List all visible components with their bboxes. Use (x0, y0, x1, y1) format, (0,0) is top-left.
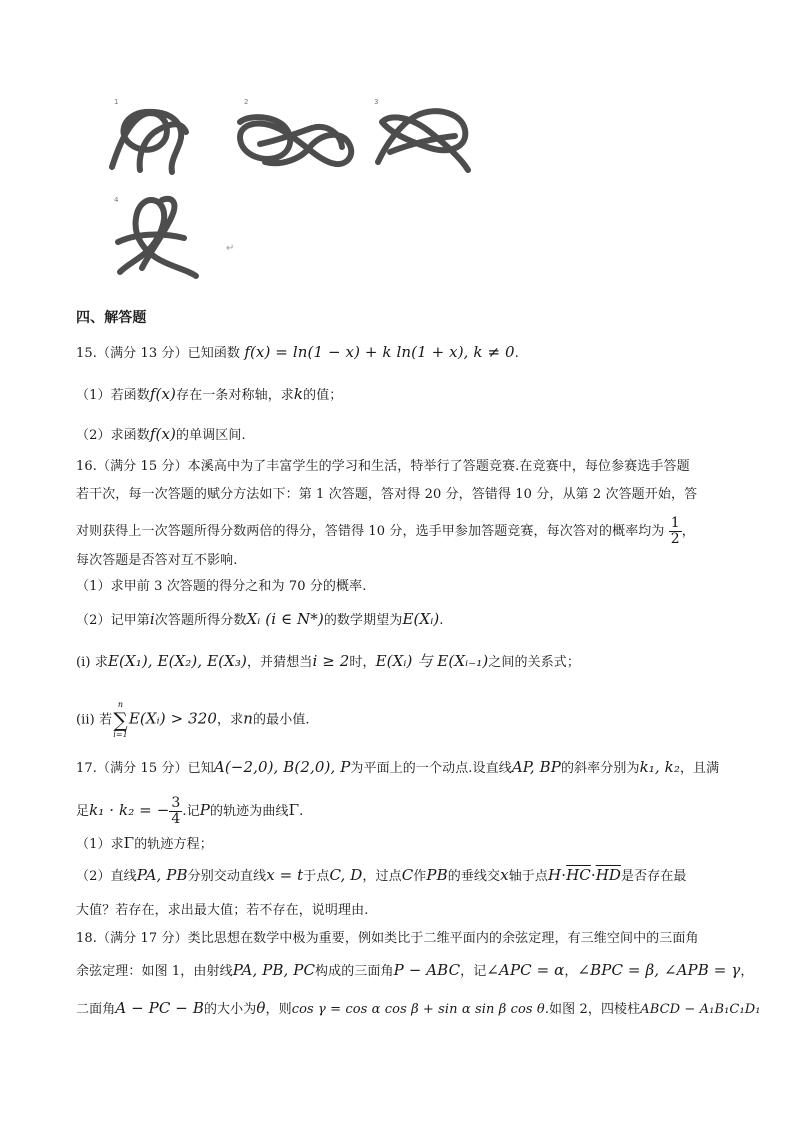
q17-p2-PB: PB (426, 866, 448, 884)
q16-pii-end: 的最小值. (253, 712, 310, 728)
q17-p2-mid4: 作 (413, 869, 427, 884)
q17-p2-mid6: 轴于点 (508, 869, 549, 884)
q16-p2-mid: 次答题所得分数 (154, 613, 247, 628)
q16-pii-n: n (243, 709, 254, 728)
q16-pi-E: E(X₁), E(X₂), E(X₃) (107, 652, 247, 670)
q17-end: ，且满 (679, 761, 720, 776)
knot-3-drawing (378, 111, 468, 170)
q16-part-ii (76, 700, 310, 740)
q16-p2-X: Xᵢ (i ∈ N*) (246, 610, 324, 628)
q17-p2-dot: · (561, 866, 567, 884)
q18-l2-angle1: ∠APC = α (486, 961, 565, 979)
q16-part1: （1）求甲前 3 次答题的得分之和为 70 分的概率. (76, 579, 367, 594)
q16-pi-mid: ，并猜想当 (246, 655, 313, 670)
q17-l2-end: . (299, 804, 304, 819)
q18-l2-mid2: ，记 (460, 964, 487, 979)
q15-p2-pre: （2）求函数 (76, 428, 150, 443)
q17-l2-gamma: Γ (288, 801, 300, 819)
q17-points: A(−2,0), B(2,0), P (213, 758, 351, 776)
q16-sum-top: n (117, 700, 124, 709)
q16-line1: 16.（满分 15 分）本溪高中为了丰富学生的学习和生活，特举行了答题竞赛.在竞赛中，每位参赛选手答题 (76, 459, 690, 474)
q15-p1-mid: 存在一条对称轴，求 (176, 388, 294, 403)
q15-p1-f: f(x) (149, 385, 176, 403)
knot-4-drawing (118, 199, 196, 276)
q15-p1-pre: （1）若函数 (76, 388, 150, 403)
knot-label-3: 3 (374, 98, 379, 106)
q15-stem (76, 343, 519, 363)
q17-p2-mid2: 于点 (303, 869, 330, 884)
q16-part2 (76, 610, 444, 630)
q17-p2-dot2: · (590, 866, 596, 884)
q17-ks: k₁, k₂ (639, 758, 680, 776)
q16-p2-end: . (439, 613, 444, 628)
knot-1-drawing (112, 112, 186, 172)
q17-p2-mid3: ，过点 (362, 869, 402, 884)
q17-p2-vector-HC: $\overline{HC}$ (566, 866, 591, 884)
q18-l3-prism: ABCD − A₁B₁C₁D₁ (640, 1002, 761, 1017)
q17-lines: AP, BP (511, 758, 561, 776)
q16-pi-cond: i ≥ 2 (312, 652, 350, 670)
q15-end: . (514, 346, 519, 361)
q17-l2-P: P (199, 801, 210, 819)
q16-sum-bottom: i=1 (113, 730, 128, 739)
q17-p1-gamma: Γ (123, 834, 135, 852)
q16-line3-end: ， (681, 524, 695, 539)
q16-pii-pre: (ii) 若 (76, 712, 113, 728)
q18-l2-angle2: ∠BPC = β, ∠APB = γ (577, 961, 741, 979)
q17-part1 (76, 834, 213, 854)
q16-sum-symbol: ∑ (113, 708, 128, 732)
q18-l3-mid3: .如图 2，四棱柱 (544, 1002, 641, 1017)
q18-line3 (76, 999, 761, 1019)
q18-l3-mid2: ，则 (265, 1002, 292, 1017)
q17-mid2: 的斜率分别为 (560, 761, 640, 776)
q18-l3-formula: cos γ = cos α cos β + sin α sin β cos θ (291, 1002, 545, 1017)
q17-stem (76, 758, 719, 778)
q16-pi-relation: E(Xᵢ) 与 E(Xᵢ₋₁) (375, 652, 489, 670)
q17-intro: 17.（满分 15 分）已知 (76, 761, 214, 776)
q17-p2-C: C (401, 866, 414, 884)
q16-half-num: 1 (670, 515, 680, 531)
q16-line2: 若干次，每一次答题的赋分方法如下：第 1 次答题，答对得 20 分，答错得 10 分，从第 2 次答题开始，答 (76, 487, 698, 502)
q18-l2-sep: ， (564, 964, 578, 979)
q18-l2-end: ， (740, 964, 754, 979)
q16-pii-mid: ，求 (217, 712, 244, 728)
q18-line2 (76, 961, 753, 981)
q16-line3-text: 对则获得上一次答题所得分数两倍的得分，答错得 10 分，选手甲参加答题竞赛，每次答对的概率均为 (76, 524, 665, 539)
q17-p2-vector-HD: $\overline{HD}$ (595, 866, 622, 884)
q16-pi-end: 之间的关系式； (488, 655, 580, 670)
q17-p2-x: x (500, 866, 509, 884)
knot-2-drawing (240, 117, 351, 164)
q16-pi-pre: (i) 求 (76, 655, 108, 670)
q17-line2 (76, 796, 303, 827)
q17-p1-pre: （1）求 (76, 837, 124, 852)
q17-p2-pre: （2）直线 (76, 869, 137, 884)
q17-part2-line2: 大值？若存在，求出最大值；若不存在，说明理由. (76, 903, 369, 918)
q17-p2-CD: C, D (329, 866, 363, 884)
q18-l3-pre: 二面角 (76, 1002, 116, 1017)
q16-summation (113, 700, 128, 740)
knot-figure (100, 92, 500, 292)
q17-l2-pre: 足 (76, 804, 90, 819)
q18-l3-dihedral: A − PC − B (115, 999, 204, 1017)
q16-line3 (76, 516, 695, 547)
q17-mid: 为平面上的一个动点.设直线 (350, 761, 512, 776)
q17-p2-end: 是否存在最 (621, 869, 687, 884)
knot-drawings (100, 92, 500, 292)
q15-p2-f: f(x) (149, 425, 176, 443)
q17-l2-product: k₁ · k₂ = − (89, 801, 170, 819)
q17-frac-num: 3 (171, 795, 181, 811)
q18-l2-rays: PA, PB, PC (232, 961, 316, 979)
q15-part2 (76, 425, 246, 445)
q15-function: f(x) = ln(1 − x) + k ln(1 + x), k ≠ 0 (244, 343, 515, 361)
knot-label-2: 2 (244, 98, 249, 106)
q18-l2-mid: 构成的三面角 (315, 964, 394, 979)
q17-p1-end: 的轨迹方程； (134, 837, 213, 852)
q16-p2-mid2: 的数学期望为 (323, 613, 403, 628)
q15-part1 (76, 385, 342, 405)
q17-p2-lines: PA, PB (136, 866, 188, 884)
q17-p2-mid: 分别交动直线 (187, 869, 267, 884)
q16-p2-E: E(Xᵢ) (402, 610, 440, 628)
q16-line4: 每次答题是否答对互不影响. (76, 553, 238, 568)
q16-p2-i: i (149, 610, 155, 628)
q18-line1: 18.（满分 17 分）类比思想在数学中极为重要，例如类比于二维平面内的余弦定理，有三维空间中的三面角 (76, 931, 699, 946)
q17-p2-H: H (548, 866, 562, 884)
q16-part-i (76, 652, 580, 672)
q16-half-fraction (669, 516, 682, 547)
q17-p2-mid5: 的垂线交 (447, 869, 501, 884)
q17-p2-xt: x = t (266, 866, 304, 884)
q18-l3-theta: θ (256, 999, 266, 1017)
q18-l2-trihedral: P − ABC (393, 961, 461, 979)
q16-half-den: 2 (670, 531, 680, 547)
q15-intro: 15.（满分 13 分）已知函数 (76, 346, 241, 361)
knot-label-1: 1 (114, 98, 119, 106)
q15-p2-end: 的单调区间. (176, 428, 246, 443)
q15-p1-k: k (293, 385, 304, 403)
q17-part2 (76, 866, 687, 886)
q17-l2-mid2: 的轨迹为曲线 (209, 804, 289, 819)
q16-pi-mid2: 时， (349, 655, 376, 670)
knot-label-4: 4 (114, 196, 119, 204)
q16-pii-expr: E(Xᵢ) > 320 (128, 709, 218, 728)
q17-fraction (169, 796, 182, 827)
q16-p2-pre: （2）记甲第 (76, 613, 150, 628)
q17-l2-mid: .记 (182, 804, 200, 819)
return-mark: ↵ (226, 243, 235, 254)
q18-l2-pre: 余弦定理：如图 1，由射线 (76, 964, 233, 979)
q18-l3-mid: 的大小为 (203, 1002, 257, 1017)
q15-p1-end: 的值； (303, 388, 343, 403)
q17-frac-den: 4 (171, 811, 181, 827)
section-title: 四、解答题 (76, 310, 147, 326)
